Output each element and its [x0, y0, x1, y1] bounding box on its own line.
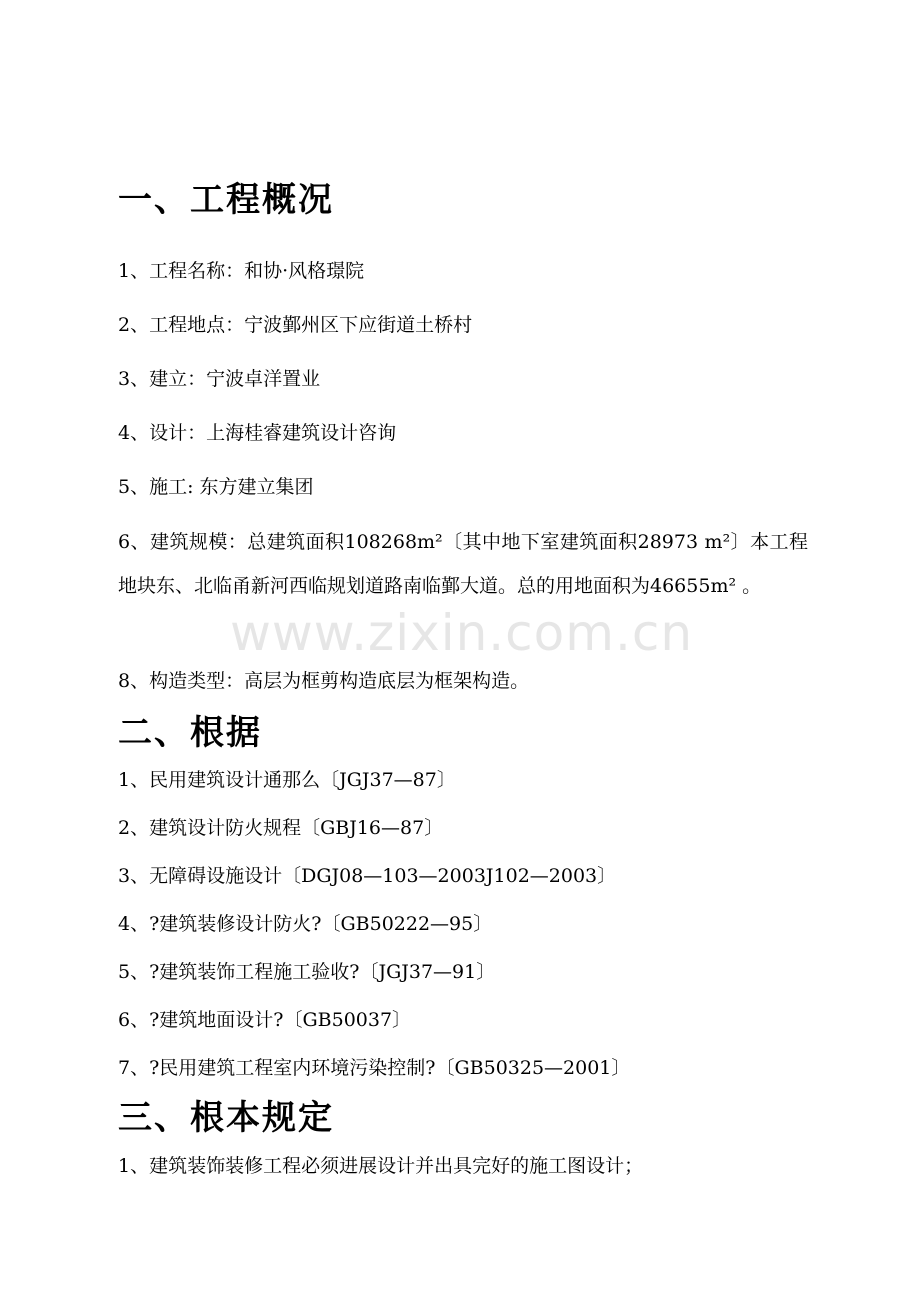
list-item: 2、建筑设计防火规程〔GBJ16—87〕 [118, 817, 444, 839]
list-item: 1、工程名称：和协·风格璟院 [118, 260, 365, 282]
list-item: 3、无障碍设施设计〔DGJ08—103—2003J102—2003〕 [118, 865, 617, 887]
section-heading-basic-rules: 三、根本规定 [118, 1098, 334, 1138]
list-item: 6、?建筑地面设计?〔GB50037〕 [118, 1009, 412, 1031]
list-item: 5、?建筑装饰工程施工验收?〔JGJ37—91〕 [118, 961, 496, 983]
list-item: 1、建筑装饰装修工程必须进展设计并出具完好的施工图设计； [118, 1155, 644, 1177]
list-item: 3、建立：宁波卓洋置业 [118, 368, 321, 390]
list-item: 7、?民用建筑工程室内环境污染控制?〔GB50325—2001〕 [118, 1057, 631, 1079]
list-item: 2、工程地点：宁波鄞州区下应街道土桥村 [118, 314, 473, 336]
list-item: 8、构造类型：高层为框剪构造底层为框架构造。 [118, 670, 530, 692]
section-heading-overview: 一、工程概况 [118, 180, 334, 220]
section-heading-basis: 二、根据 [118, 713, 262, 753]
list-item-building-scale: 6、建筑规模：总建筑面积108268m²〔其中地下室建筑面积28973 m²〕本工程地块东、北临甬新河西临规划道路南临鄞大道。总的用地面积为46655m² 。 [118, 531, 808, 597]
list-item: 4、设计：上海桂睿建筑设计咨询 [118, 422, 397, 444]
list-item: 4、?建筑装修设计防火?〔GB50222—95〕 [118, 913, 493, 935]
list-item: 1、民用建筑设计通那么〔JGJ37—87〕 [118, 769, 456, 791]
list-item: 5、施工: 东方建立集团 [118, 476, 314, 498]
watermark: www.zixin.com.cn [230, 604, 694, 662]
